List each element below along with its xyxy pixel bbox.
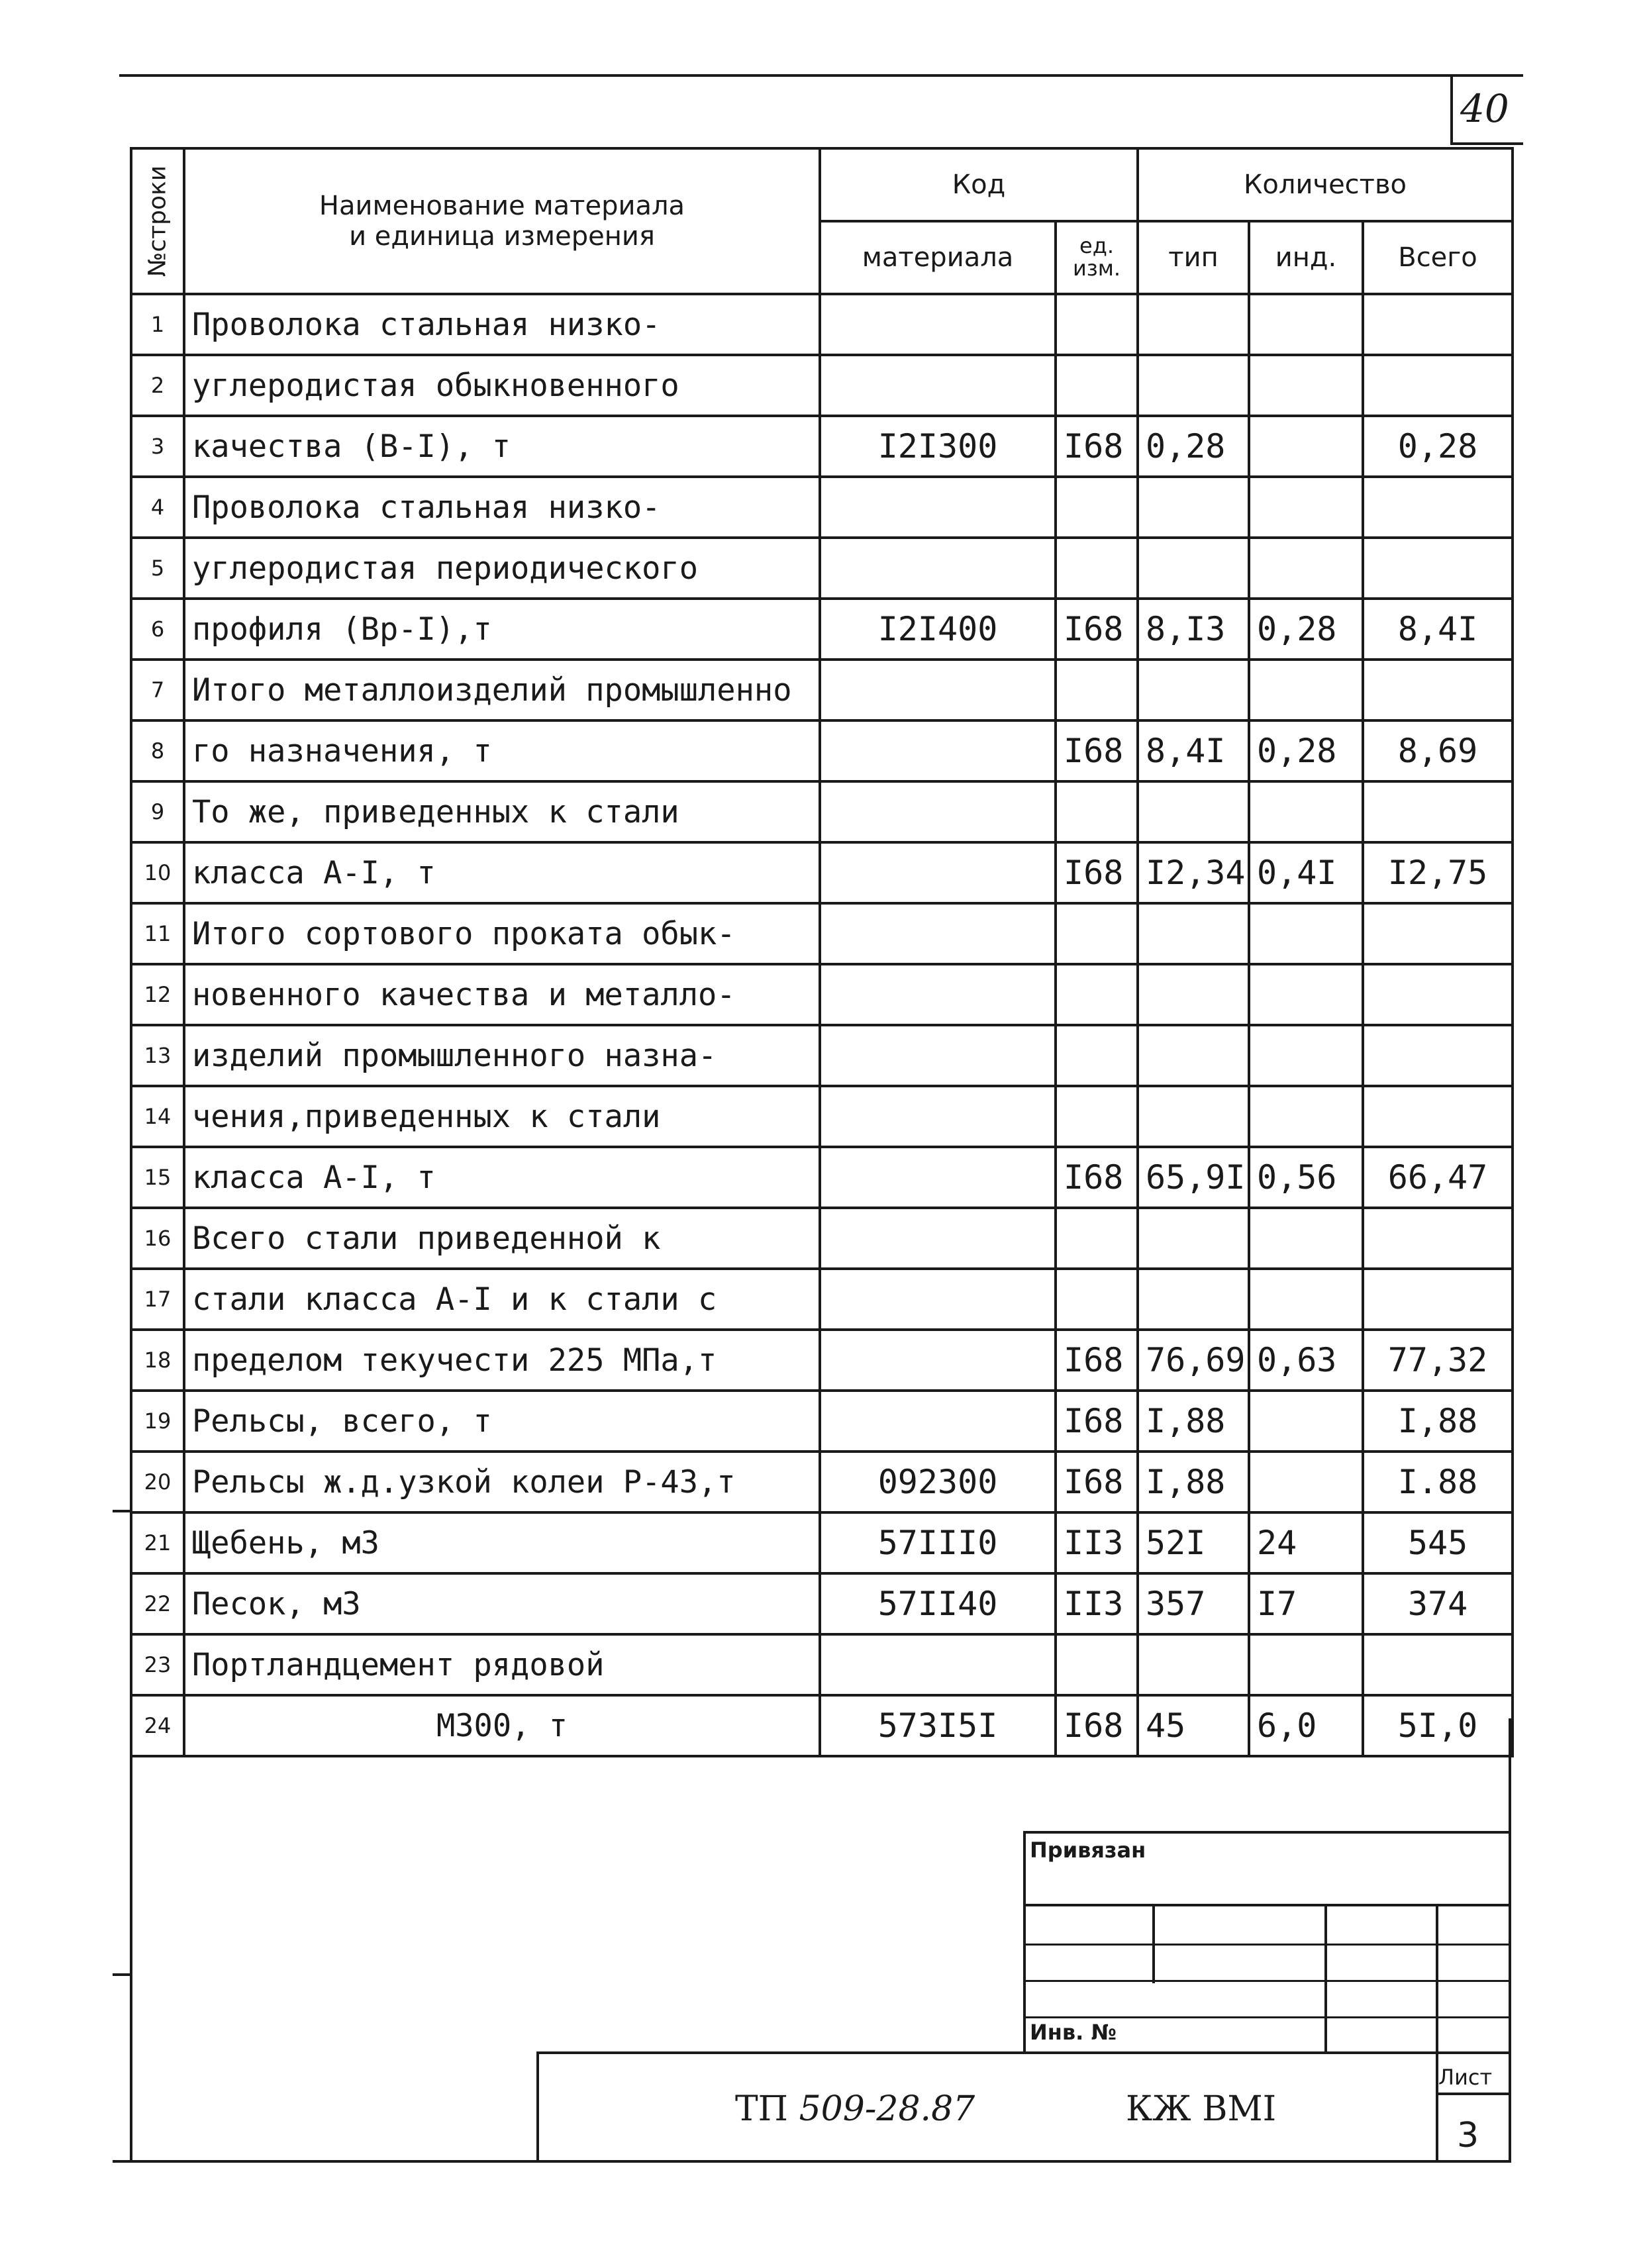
unit-code: II3 (1056, 1512, 1138, 1573)
unit-code: II3 (1056, 1573, 1138, 1634)
material-name: Итого сортового проката обык- (184, 903, 820, 964)
type-quantity: 8,I3 (1138, 599, 1249, 660)
type-quantity (1138, 1086, 1249, 1147)
row-number: 13 (131, 1025, 184, 1086)
type-quantity (1138, 294, 1249, 355)
individual-quantity (1249, 660, 1363, 720)
total-quantity (1363, 1269, 1513, 1330)
individual-quantity (1249, 1634, 1363, 1695)
table-row (131, 964, 1513, 1025)
table-row (131, 538, 1513, 599)
total-quantity: 8,4I (1363, 599, 1513, 660)
material-code (820, 964, 1056, 1025)
table-row (131, 1452, 1513, 1512)
row-number: 22 (131, 1573, 184, 1634)
individual-quantity: 6,0 (1249, 1695, 1363, 1756)
table-row (131, 1695, 1513, 1756)
material-name: Портландцемент рядовой (184, 1634, 820, 1695)
row-number: 19 (131, 1391, 184, 1452)
row-number: 7 (131, 660, 184, 720)
row-number-header: №строки (131, 148, 184, 294)
table-row (131, 294, 1513, 355)
total-quantity (1363, 538, 1513, 599)
total-quantity: I2,75 (1363, 842, 1513, 903)
type-quantity (1138, 355, 1249, 416)
material-name: стали класса А-I и к стали с (184, 1269, 820, 1330)
material-name: М300, т (184, 1695, 820, 1756)
left-frame-line (130, 1718, 132, 2162)
unit-code (1056, 903, 1138, 964)
page-number-box-bottom (1450, 142, 1523, 145)
material-code: 57II40 (820, 1573, 1056, 1634)
total-quantity: 0,28 (1363, 416, 1513, 477)
individual-quantity (1249, 294, 1363, 355)
row-number: 1 (131, 294, 184, 355)
row-number: 10 (131, 842, 184, 903)
material-name: профиля (Вр-I),т (184, 599, 820, 660)
type-quantity (1138, 1208, 1249, 1269)
margin-tick-1 (113, 1510, 130, 1512)
drawing-mark: КЖ ВМI (1126, 2089, 1277, 2129)
material-code (820, 477, 1056, 538)
individual-quantity: 24 (1249, 1512, 1363, 1573)
table-row (131, 1086, 1513, 1147)
individual-quantity (1249, 1269, 1363, 1330)
unit-code: I68 (1056, 842, 1138, 903)
material-name: углеродистая обыкновенного (184, 355, 820, 416)
right-frame-line (1509, 1718, 1511, 2162)
individual-quantity (1249, 964, 1363, 1025)
total-quantity (1363, 660, 1513, 720)
material-name: Щебень, м3 (184, 1512, 820, 1573)
table-row (131, 903, 1513, 964)
materials-table (130, 147, 1514, 1757)
unit-code: I68 (1056, 599, 1138, 660)
material-name: го назначения, т (184, 720, 820, 781)
material-code (820, 720, 1056, 781)
unit-code: I68 (1056, 416, 1138, 477)
table-row (131, 1147, 1513, 1208)
row-number: 18 (131, 1330, 184, 1391)
total-quantity: 5I,0 (1363, 1695, 1513, 1756)
material-name: Песок, м3 (184, 1573, 820, 1634)
table-row (131, 1269, 1513, 1330)
total-quantity (1363, 781, 1513, 842)
row-number: 6 (131, 599, 184, 660)
code-header: Код (820, 148, 1138, 221)
material-code (820, 1391, 1056, 1452)
row-number: 5 (131, 538, 184, 599)
material-code (820, 781, 1056, 842)
table-row (131, 416, 1513, 477)
individual-quantity-header: инд. (1249, 221, 1363, 294)
title-block-left (536, 2051, 539, 2162)
title-block-top (536, 2051, 1511, 2054)
individual-quantity: 0,28 (1249, 720, 1363, 781)
individual-quantity (1249, 1025, 1363, 1086)
material-code-header: материала (820, 221, 1056, 294)
individual-quantity (1249, 1086, 1363, 1147)
type-quantity-header: тип (1138, 221, 1249, 294)
material-code (820, 1634, 1056, 1695)
material-name: Проволока стальная низко- (184, 294, 820, 355)
material-name: изделий промышленного назна- (184, 1025, 820, 1086)
sheet-number: 3 (1457, 2116, 1479, 2155)
unit-code: I68 (1056, 1695, 1138, 1756)
material-name: новенного качества и металло- (184, 964, 820, 1025)
material-code (820, 355, 1056, 416)
individual-quantity (1249, 781, 1363, 842)
individual-quantity (1249, 903, 1363, 964)
type-quantity (1138, 1269, 1249, 1330)
total-quantity (1363, 294, 1513, 355)
individual-quantity: 0,28 (1249, 599, 1363, 660)
individual-quantity (1249, 1391, 1363, 1452)
total-quantity-header: Всего (1363, 221, 1513, 294)
sheet-box-divider (1436, 2093, 1511, 2095)
material-code: 57III0 (820, 1512, 1056, 1573)
sheet-label: Лист (1438, 2065, 1493, 2090)
unit-header: ед. изм. (1056, 221, 1138, 294)
type-quantity (1138, 660, 1249, 720)
type-quantity (1138, 1634, 1249, 1695)
material-name: пределом текучести 225 МПа,т (184, 1330, 820, 1391)
type-quantity: 357 (1138, 1573, 1249, 1634)
project-code: ТП 509-28.87 (735, 2089, 975, 2129)
unit-code (1056, 1025, 1138, 1086)
row-number: 8 (131, 720, 184, 781)
unit-code (1056, 1086, 1138, 1147)
row-number: 4 (131, 477, 184, 538)
top-border-line (119, 74, 1523, 77)
type-quantity: I,88 (1138, 1391, 1249, 1452)
margin-tick-2 (113, 1973, 130, 1976)
total-quantity: I.88 (1363, 1452, 1513, 1512)
total-quantity (1363, 355, 1513, 416)
material-code (820, 1086, 1056, 1147)
row-number: 15 (131, 1147, 184, 1208)
individual-quantity (1249, 355, 1363, 416)
material-name: чения,приведенных к стали (184, 1086, 820, 1147)
material-code (820, 1330, 1056, 1391)
type-quantity (1138, 781, 1249, 842)
material-code (820, 903, 1056, 964)
material-name: Всего стали приведенной к (184, 1208, 820, 1269)
stamp-box-top (1023, 1831, 1511, 1834)
unit-code (1056, 781, 1138, 842)
table-row (131, 1208, 1513, 1269)
table-row (131, 842, 1513, 903)
unit-code: I68 (1056, 720, 1138, 781)
table-row (131, 1634, 1513, 1695)
bottom-frame-line (113, 2160, 1511, 2163)
row-number: 3 (131, 416, 184, 477)
material-code: I2I300 (820, 416, 1056, 477)
material-code (820, 1269, 1056, 1330)
unit-code: I68 (1056, 1452, 1138, 1512)
material-code (820, 1147, 1056, 1208)
unit-code (1056, 1269, 1138, 1330)
table-row (131, 477, 1513, 538)
total-quantity (1363, 1025, 1513, 1086)
quantity-header: Количество (1138, 148, 1513, 221)
row-number: 12 (131, 964, 184, 1025)
individual-quantity (1249, 1452, 1363, 1512)
total-quantity (1363, 477, 1513, 538)
unit-code (1056, 355, 1138, 416)
table-row (131, 355, 1513, 416)
type-quantity (1138, 903, 1249, 964)
row-number: 16 (131, 1208, 184, 1269)
individual-quantity: 0,63 (1249, 1330, 1363, 1391)
row-number: 2 (131, 355, 184, 416)
total-quantity: 8,69 (1363, 720, 1513, 781)
type-quantity: 76,69 (1138, 1330, 1249, 1391)
unit-code (1056, 1634, 1138, 1695)
privyazan-label: Привязан (1030, 1838, 1146, 1863)
individual-quantity (1249, 416, 1363, 477)
unit-code: I68 (1056, 1391, 1138, 1452)
row-number: 23 (131, 1634, 184, 1695)
unit-code (1056, 660, 1138, 720)
type-quantity: 65,9I (1138, 1147, 1249, 1208)
material-code (820, 842, 1056, 903)
individual-quantity (1249, 1208, 1363, 1269)
stamp-vert-1 (1152, 1904, 1155, 1983)
unit-code (1056, 964, 1138, 1025)
table-row (131, 599, 1513, 660)
material-code: 573I5I (820, 1695, 1056, 1756)
row-number: 24 (131, 1695, 184, 1756)
unit-code (1056, 538, 1138, 599)
total-quantity: 374 (1363, 1573, 1513, 1634)
total-quantity (1363, 1634, 1513, 1695)
unit-code (1056, 294, 1138, 355)
row-number: 17 (131, 1269, 184, 1330)
material-name: качества (В-I), т (184, 416, 820, 477)
row-number: 21 (131, 1512, 184, 1573)
total-quantity: I,88 (1363, 1391, 1513, 1452)
table-row (131, 1573, 1513, 1634)
total-quantity (1363, 1208, 1513, 1269)
individual-quantity (1249, 477, 1363, 538)
material-code (820, 660, 1056, 720)
unit-code: I68 (1056, 1330, 1138, 1391)
type-quantity (1138, 964, 1249, 1025)
table-row (131, 1025, 1513, 1086)
row-number: 9 (131, 781, 184, 842)
type-quantity: 8,4I (1138, 720, 1249, 781)
material-name: Итого металлоизделий промышленно (184, 660, 820, 720)
row-number: 14 (131, 1086, 184, 1147)
row-number: 20 (131, 1452, 184, 1512)
material-code (820, 1025, 1056, 1086)
total-quantity: 545 (1363, 1512, 1513, 1573)
total-quantity (1363, 964, 1513, 1025)
individual-quantity: 0,56 (1249, 1147, 1363, 1208)
type-quantity: I,88 (1138, 1452, 1249, 1512)
stamp-vert-2 (1324, 1904, 1327, 2053)
material-name: углеродистая периодического (184, 538, 820, 599)
table-row (131, 1512, 1513, 1573)
material-name: класса А-I, т (184, 842, 820, 903)
unit-code (1056, 477, 1138, 538)
individual-quantity: I7 (1249, 1573, 1363, 1634)
stamp-vert-3 (1436, 1904, 1438, 2162)
material-name: Рельсы, всего, т (184, 1391, 820, 1452)
type-quantity (1138, 477, 1249, 538)
table-row (131, 660, 1513, 720)
table-row (131, 1391, 1513, 1452)
total-quantity (1363, 1086, 1513, 1147)
type-quantity: I2,34 (1138, 842, 1249, 903)
inv-no-label: Инв. № (1030, 2020, 1117, 2045)
type-quantity: 52I (1138, 1512, 1249, 1573)
material-name-header: Наименование материала и единица измерения (184, 148, 820, 294)
unit-code: I68 (1056, 1147, 1138, 1208)
individual-quantity (1249, 538, 1363, 599)
total-quantity: 77,32 (1363, 1330, 1513, 1391)
material-code: I2I400 (820, 599, 1056, 660)
total-quantity: 66,47 (1363, 1147, 1513, 1208)
total-quantity (1363, 903, 1513, 964)
table-row (131, 781, 1513, 842)
material-name: Проволока стальная низко- (184, 477, 820, 538)
material-code: 092300 (820, 1452, 1056, 1512)
page-number: 40 (1460, 86, 1509, 131)
table-row (131, 720, 1513, 781)
material-code (820, 538, 1056, 599)
material-code (820, 1208, 1056, 1269)
individual-quantity: 0,4I (1249, 842, 1363, 903)
type-quantity (1138, 1025, 1249, 1086)
row-number: 11 (131, 903, 184, 964)
page-number-box-left (1450, 74, 1453, 144)
table-row (131, 1330, 1513, 1391)
material-name: класса А-I, т (184, 1147, 820, 1208)
unit-code (1056, 1208, 1138, 1269)
type-quantity (1138, 538, 1249, 599)
type-quantity: 0,28 (1138, 416, 1249, 477)
stamp-box-left (1023, 1831, 1026, 2053)
material-name: Рельсы ж.д.узкой колеи Р-43,т (184, 1452, 820, 1512)
material-code (820, 294, 1056, 355)
type-quantity: 45 (1138, 1695, 1249, 1756)
material-name: То же, приведенных к стали (184, 781, 820, 842)
